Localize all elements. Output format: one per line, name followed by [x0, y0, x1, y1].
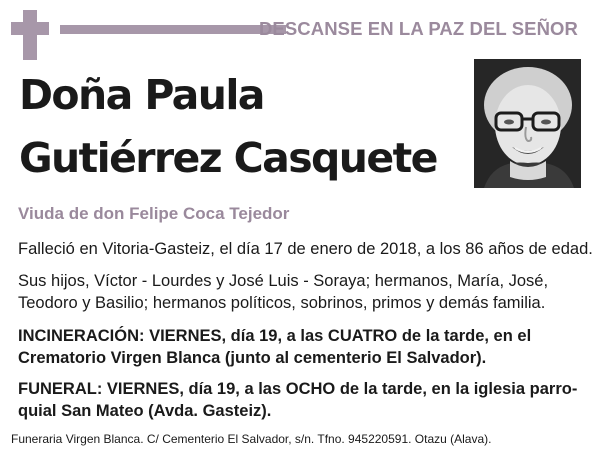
funeral-paragraph — [18, 378, 590, 422]
cremation-paragraph — [18, 325, 590, 369]
deceased-photo — [474, 59, 581, 188]
header-divider — [60, 25, 286, 34]
header-title: DESCANSE EN LA PAZ DEL SEÑOR — [258, 18, 578, 39]
funeral-home-footer: Funeraria Virgen Blanca. C/ Cementerio El Salvador, s/n. Tfno. 945220591. Otazu (Alava). — [11, 432, 492, 446]
deceased-name-line1: Doña Paula — [19, 71, 264, 119]
cremation-line: INCINERACIÓN: VIERNES, día 19, a las CUATRO de la tarde, en el — [18, 327, 532, 345]
cremation-line: Crematorio Virgen Blanca (junto al cementerio El Salvador). — [18, 349, 487, 367]
death-notice: Falleció en Vitoria-Gasteiz, el día 17 de enero de 2018, a los 86 años de edad. — [18, 240, 593, 258]
family-paragraph — [18, 270, 590, 314]
funeral-line: FUNERAL: VIERNES, día 19, a las OCHO de la tarde, en la iglesia parro- — [18, 380, 578, 398]
cross-icon-crossbar — [11, 22, 49, 35]
subtitle-widow-of: Viuda de don Felipe Coca Tejedor — [18, 204, 290, 223]
family-line: Sus hijos, Víctor - Lourdes y José Luis - Soraya; hermanos, María, José, — [18, 272, 549, 290]
funeral-line: quial San Mateo (Avda. Gasteiz). — [18, 402, 272, 420]
cross-icon — [23, 10, 37, 60]
family-line: Teodoro y Basilio; hermanos políticos, sobrinos, primos y demás familia. — [18, 294, 546, 312]
deceased-name-line2: Gutiérrez Casquete — [19, 134, 437, 182]
